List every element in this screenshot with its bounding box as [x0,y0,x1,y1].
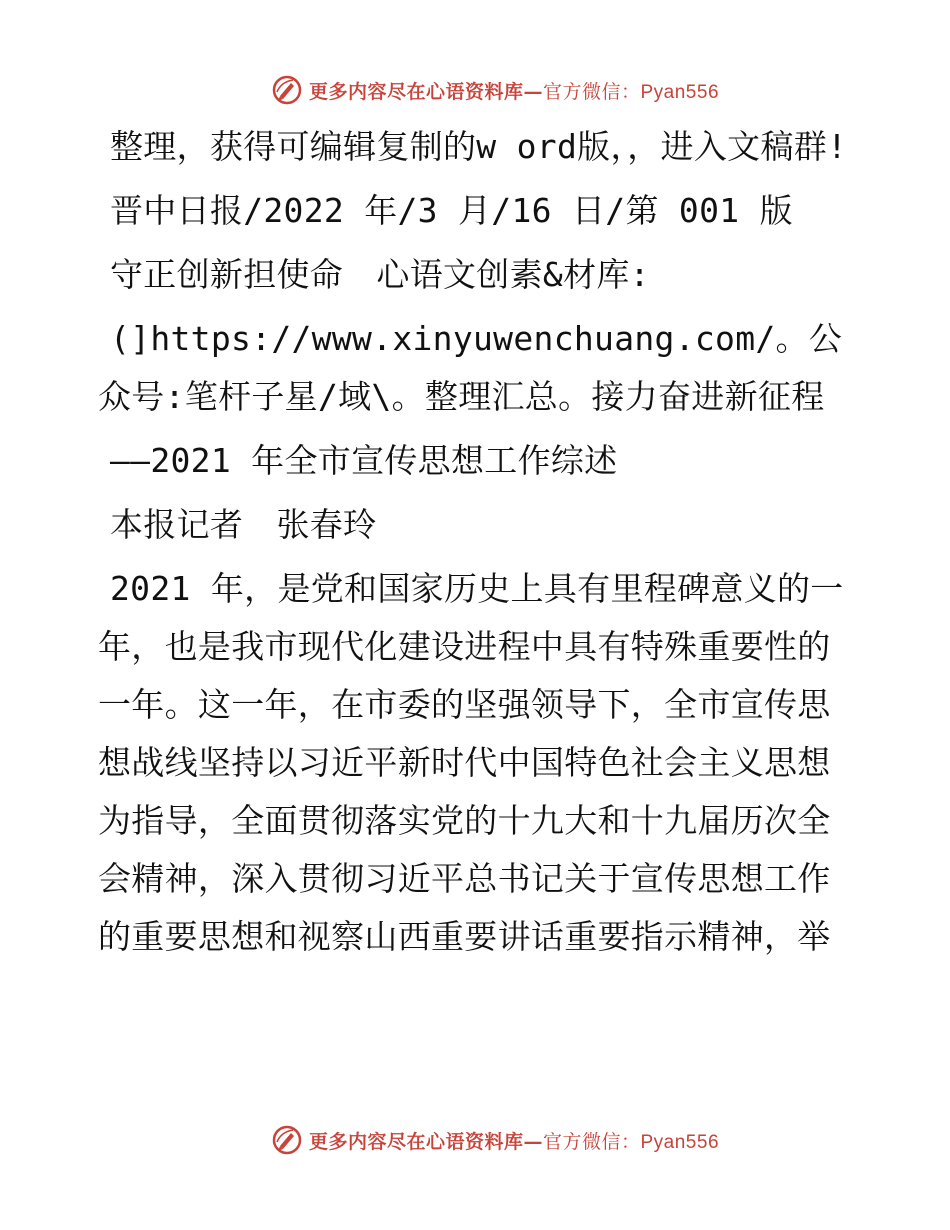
watermark-title-footer: 更多内容尽在心语资料库 [308,1130,524,1153]
watermark-dash-footer: — [523,1130,543,1153]
paragraph-intro: 整理，获得可编辑复制的w ord版，，进入文稿群! [110,127,848,166]
paragraph-body: 2021 年，是党和国家历史上具有里程碑意义的一年，也是我市现代化建设进程中具有特殊重要性的一年。这一年，在市委的坚强领导下，全市宣传思想战线坚持以习近平新时代中国特色社会主义思想为指导，全面贯彻落实党的十九大和十九届历次全会精神，深入贯彻习近平总书记关于宣传思想工作的重要思想和视察山西重要讲话重要指示精神，举 [98,569,844,956]
watermark-group-footer [271,1124,719,1156]
document-body [98,118,858,972]
watermark-dash: — [523,80,543,103]
pen-logo-icon [271,74,303,106]
watermark-title: 更多内容尽在心语资料库 [308,80,524,103]
watermark-text [309,77,719,104]
paragraph-source: 晋中日报/2022 年/3 月/16 日/第 001 版 [110,191,793,230]
footer-watermark [0,1120,950,1160]
header-watermark [0,70,950,110]
paragraph-subtitle: ——2021 年全市宣传思想工作综述 [110,441,618,480]
paragraph-byline: 本报记者 张春玲 [110,505,377,544]
watermark-group [271,74,719,106]
watermark-text-footer [309,1127,719,1154]
watermark-handle-footer: Pyan556 [640,1131,720,1153]
paragraph-headline: 守正创新担使命 心语文创素&材库: [110,255,650,294]
watermark-wechat-label-footer: 官方微信： [542,1130,641,1153]
watermark-handle: Pyan556 [640,81,720,103]
pen-logo-icon [271,1124,303,1156]
paragraph-url: (]https://www.xinyuwenchuang.com/。公众号:笔杆子星/域\。整理汇总。接力奋进新征程 [98,319,843,416]
watermark-wechat-label: 官方微信： [542,80,641,103]
